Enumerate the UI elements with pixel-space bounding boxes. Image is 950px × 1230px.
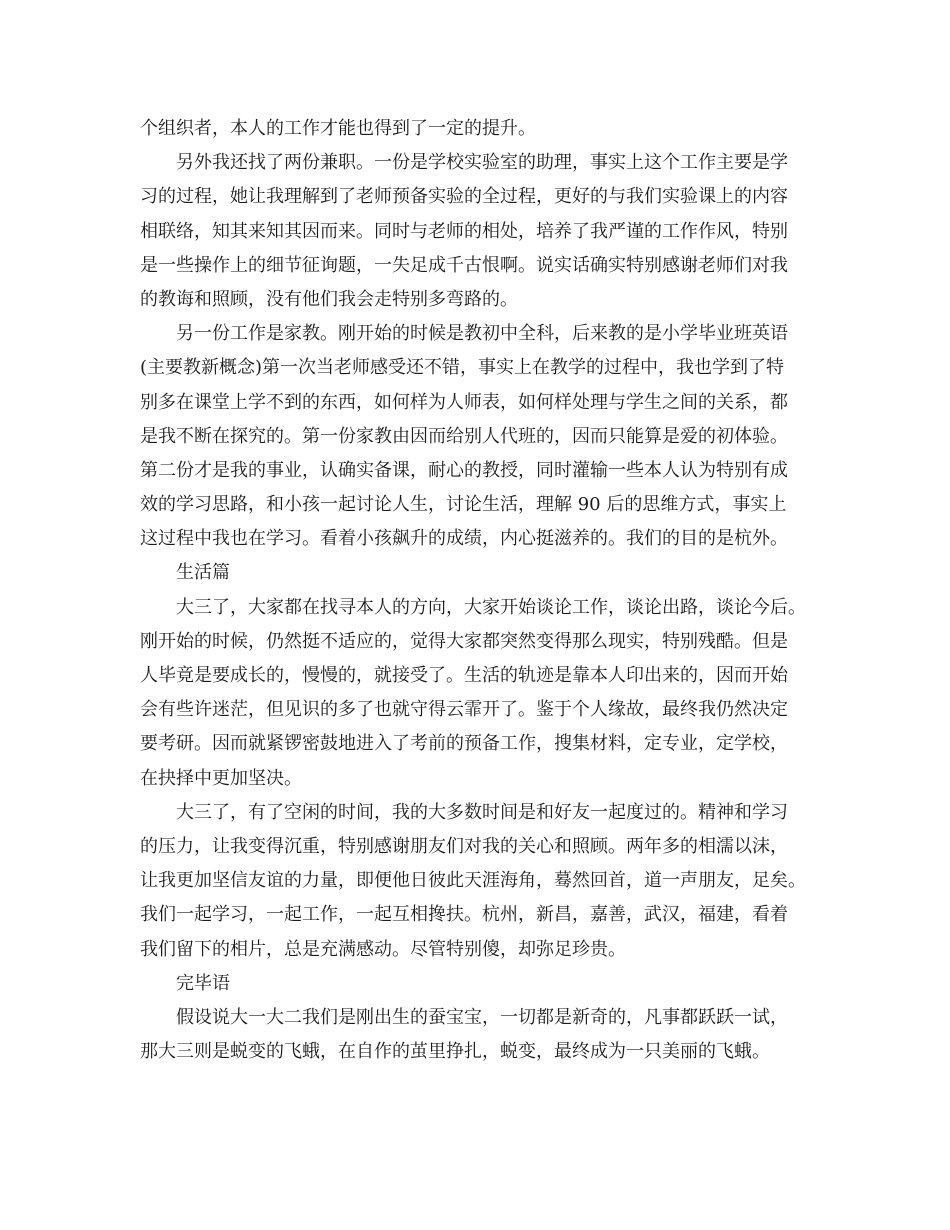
text-line: 是我不断在探究的。第一份家教由因而给别人代班的，因而只能算是爱的初体验。 [140,425,788,447]
text-line: 的教诲和照顾，没有他们我会走特别多弯路的。 [140,288,518,310]
text-line: 相联络，知其来知其因而来。同时与老师的相处，培养了我严谨的工作作风，特别 [140,220,788,242]
text-line: 刚开始的时候，仍然挺不适应的，觉得大家都突然变得那么现实，特别残酷。但是 [140,630,788,652]
paragraph-start-line: 大三了，大家都在找寻本人的方向，大家开始谈论工作，谈论出路，谈论今后。 [176,596,806,618]
text-line: 个组织者，本人的工作才能也得到了一定的提升。 [140,118,536,139]
text-line: 人毕竟是要成长的，慢慢的，就接受了。生活的轨迹是靠本人印出来的，因而开始 [140,665,788,686]
text-line: 那大三则是蜕变的飞蛾，在自作的茧里挣扎，蜕变，最终成为一只美丽的飞蛾。 [140,1041,770,1063]
text-line: 会有些许迷茫，但见识的多了也就守得云霏开了。鉴于个人缘故，最终我仍然决定 [140,699,788,721]
text-line: (主要教新概念)第一次当老师感受还不错，事实上在教学的过程中，我也学到了特 [140,357,785,379]
text-line: 我们留下的相片，总是充满感动。尽管特别傻，却弥足珍贵。 [140,938,626,960]
paragraph-start-line: 假设说大一大二我们是刚出生的蚕宝宝，一切都是新奇的，凡事都跃跃一试， [176,1006,788,1028]
text-line: 别多在课堂上学不到的东西，如何样为人师表，如何样处理与学生之间的关系，都 [140,391,788,413]
text-line: 是一些操作上的细节征询题，一失足成千古恨啊。说实话确实特别感谢老师们对我 [140,254,788,276]
paragraph-start-line: 另外我还找了两份兼职。一份是学校实验室的助理，事实上这个工作主要是学 [176,152,788,174]
paragraph-start-line: 生活篇 [176,562,230,584]
paragraph-start-line: 完毕语 [176,972,230,994]
text-line: 让我更加坚信友谊的力量，即便他日彼此天涯海角，蓦然回首，道一声朋友，足矣。 [140,870,806,892]
text-line: 第二份才是我的事业，认确实备课，耐心的教授，同时灌输一些本人认为特别有成 [140,459,788,481]
text-line: 的压力，让我变得沉重，特别感谢朋友们对我的关心和照顾。两年多的相濡以沫， [140,835,788,857]
document-body [140,112,830,1069]
text-line: 这过程中我也在学习。看着小孩飙升的成绩，内心挺滋养的。我们的目的是杭外。 [140,528,788,550]
text-line: 我们一起学习，一起工作，一起互相搀扶。杭州，新昌，嘉善，武汉，福建，看着 [140,904,788,926]
text-line: 效的学习思路，和小孩一起讨论人生，讨论生活，理解 90 后的思维方式，事实上 [140,494,787,516]
text-line: 在抉择中更加坚决。 [140,767,302,789]
text-line: 要考研。因而就紧锣密鼓地进入了考前的预备工作，搜集材料，定专业，定学校， [140,733,788,755]
text-line: 习的过程，她让我理解到了老师预备实验的全过程，更好的与我们实验课上的内容 [140,186,788,208]
paragraph-start-line: 大三了，有了空闲的时间，我的大多数时间是和好友一起度过的。精神和学习 [176,801,788,823]
paragraph-start-line: 另一份工作是家教。刚开始的时候是教初中全科，后来教的是小学毕业班英语 [176,323,788,345]
